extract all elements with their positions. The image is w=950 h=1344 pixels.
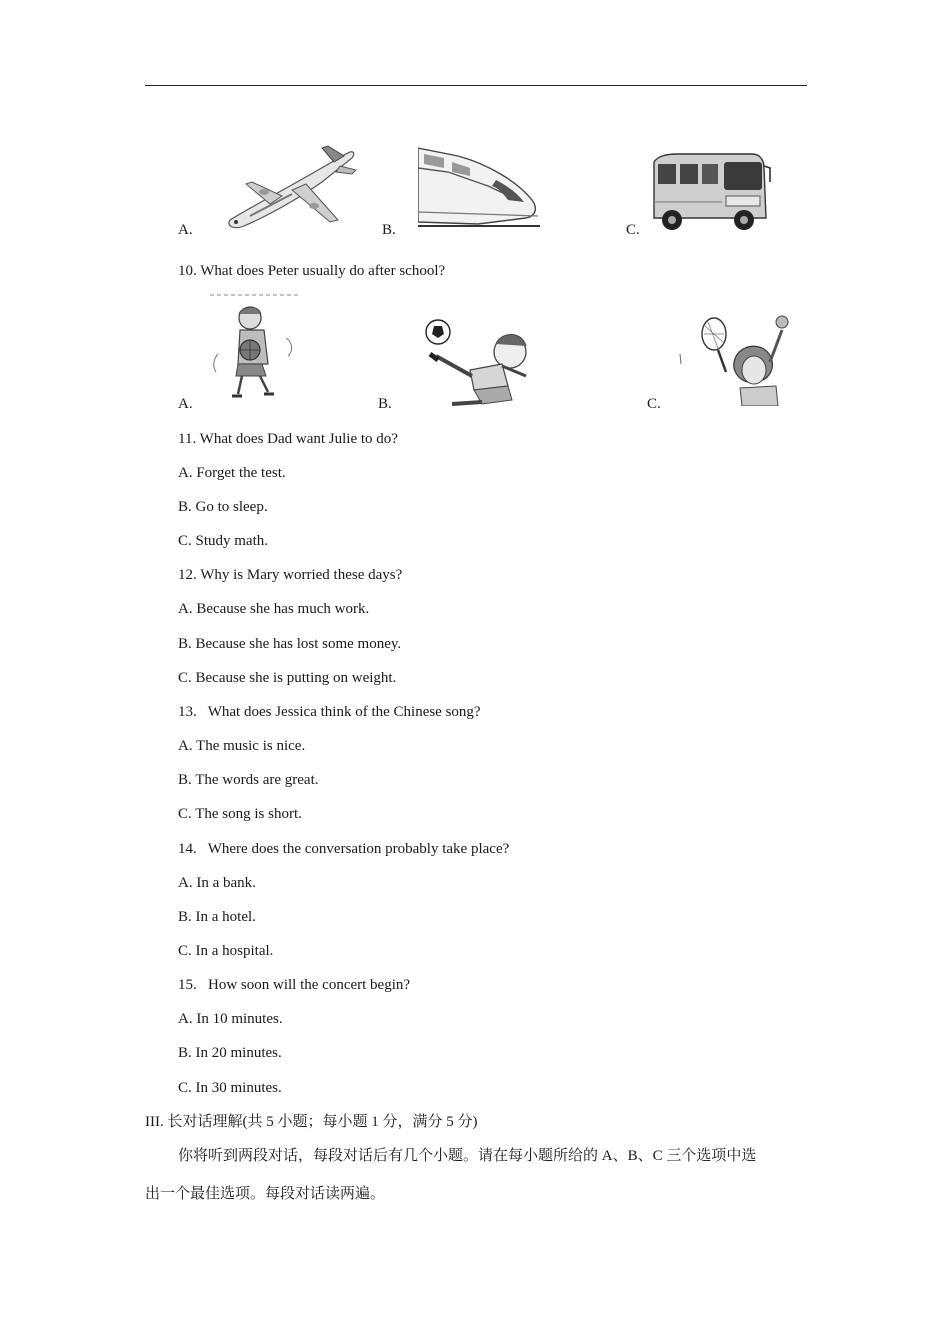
q11-question: 11. What does Dad want Julie to do? [178,431,398,447]
q14-option-b: B. In a hotel. [178,909,256,925]
q15-question: 15. How soon will the concert begin? [178,977,411,993]
q12-question: 12. Why is Mary worried these days? [178,567,403,583]
boy-kicking-soccer-ball-picture [412,316,540,406]
girl-playing-tennis-picture [678,312,800,406]
section3-instruction-line2: 出一个最佳选项。每段对话读两遍。 [145,1186,386,1202]
bus-picture [648,152,772,234]
header-rule [145,85,807,86]
q9-option-a-label: A. [178,222,193,238]
q10-question: 10. What does Peter usually do after school? [178,263,446,279]
q14-question: 14. Where does the conversation probably take place? [178,841,510,857]
q15-option-c: C. In 30 minutes. [178,1080,282,1096]
q13-option-c: C. The song is short. [178,806,302,822]
q10-option-c-label: C. [647,396,661,412]
q13-option-a: A. The music is nice. [178,738,306,754]
q11-option-c: C. Study math. [178,533,269,549]
q13-question: 13. What does Jessica think of the Chinese song? [178,704,481,720]
q12-option-a: A. Because she has much work. [178,601,370,617]
q14-option-a: A. In a bank. [178,875,256,891]
section3-heading: III. 长对话理解(共 5 小题；每小题 1 分，满分 5 分) [145,1114,478,1130]
q13-option-b: B. The words are great. [178,772,319,788]
q12-option-b: B. Because she has lost some money. [178,636,402,652]
q9-option-c-label: C. [626,222,640,238]
q10-option-b-label: B. [378,396,392,412]
q10-option-a-label: A. [178,396,193,412]
q12-option-c: C. Because she is putting on weight. [178,670,397,686]
q15-option-b: B. In 20 minutes. [178,1045,282,1061]
section3-instruction-line1: 你将听到两段对话，每段对话后有几个小题。请在每小题所给的 A、B、C 三个选项中选 [178,1148,757,1164]
q14-option-c: C. In a hospital. [178,943,274,959]
boy-playing-basketball-picture [206,292,302,404]
airplane-picture [222,142,362,234]
q11-option-a: A. Forget the test. [178,465,286,481]
q9-option-b-label: B. [382,222,396,238]
bullet-train-picture [418,142,540,228]
q15-option-a: A. In 10 minutes. [178,1011,283,1027]
q11-option-b: B. Go to sleep. [178,499,268,515]
